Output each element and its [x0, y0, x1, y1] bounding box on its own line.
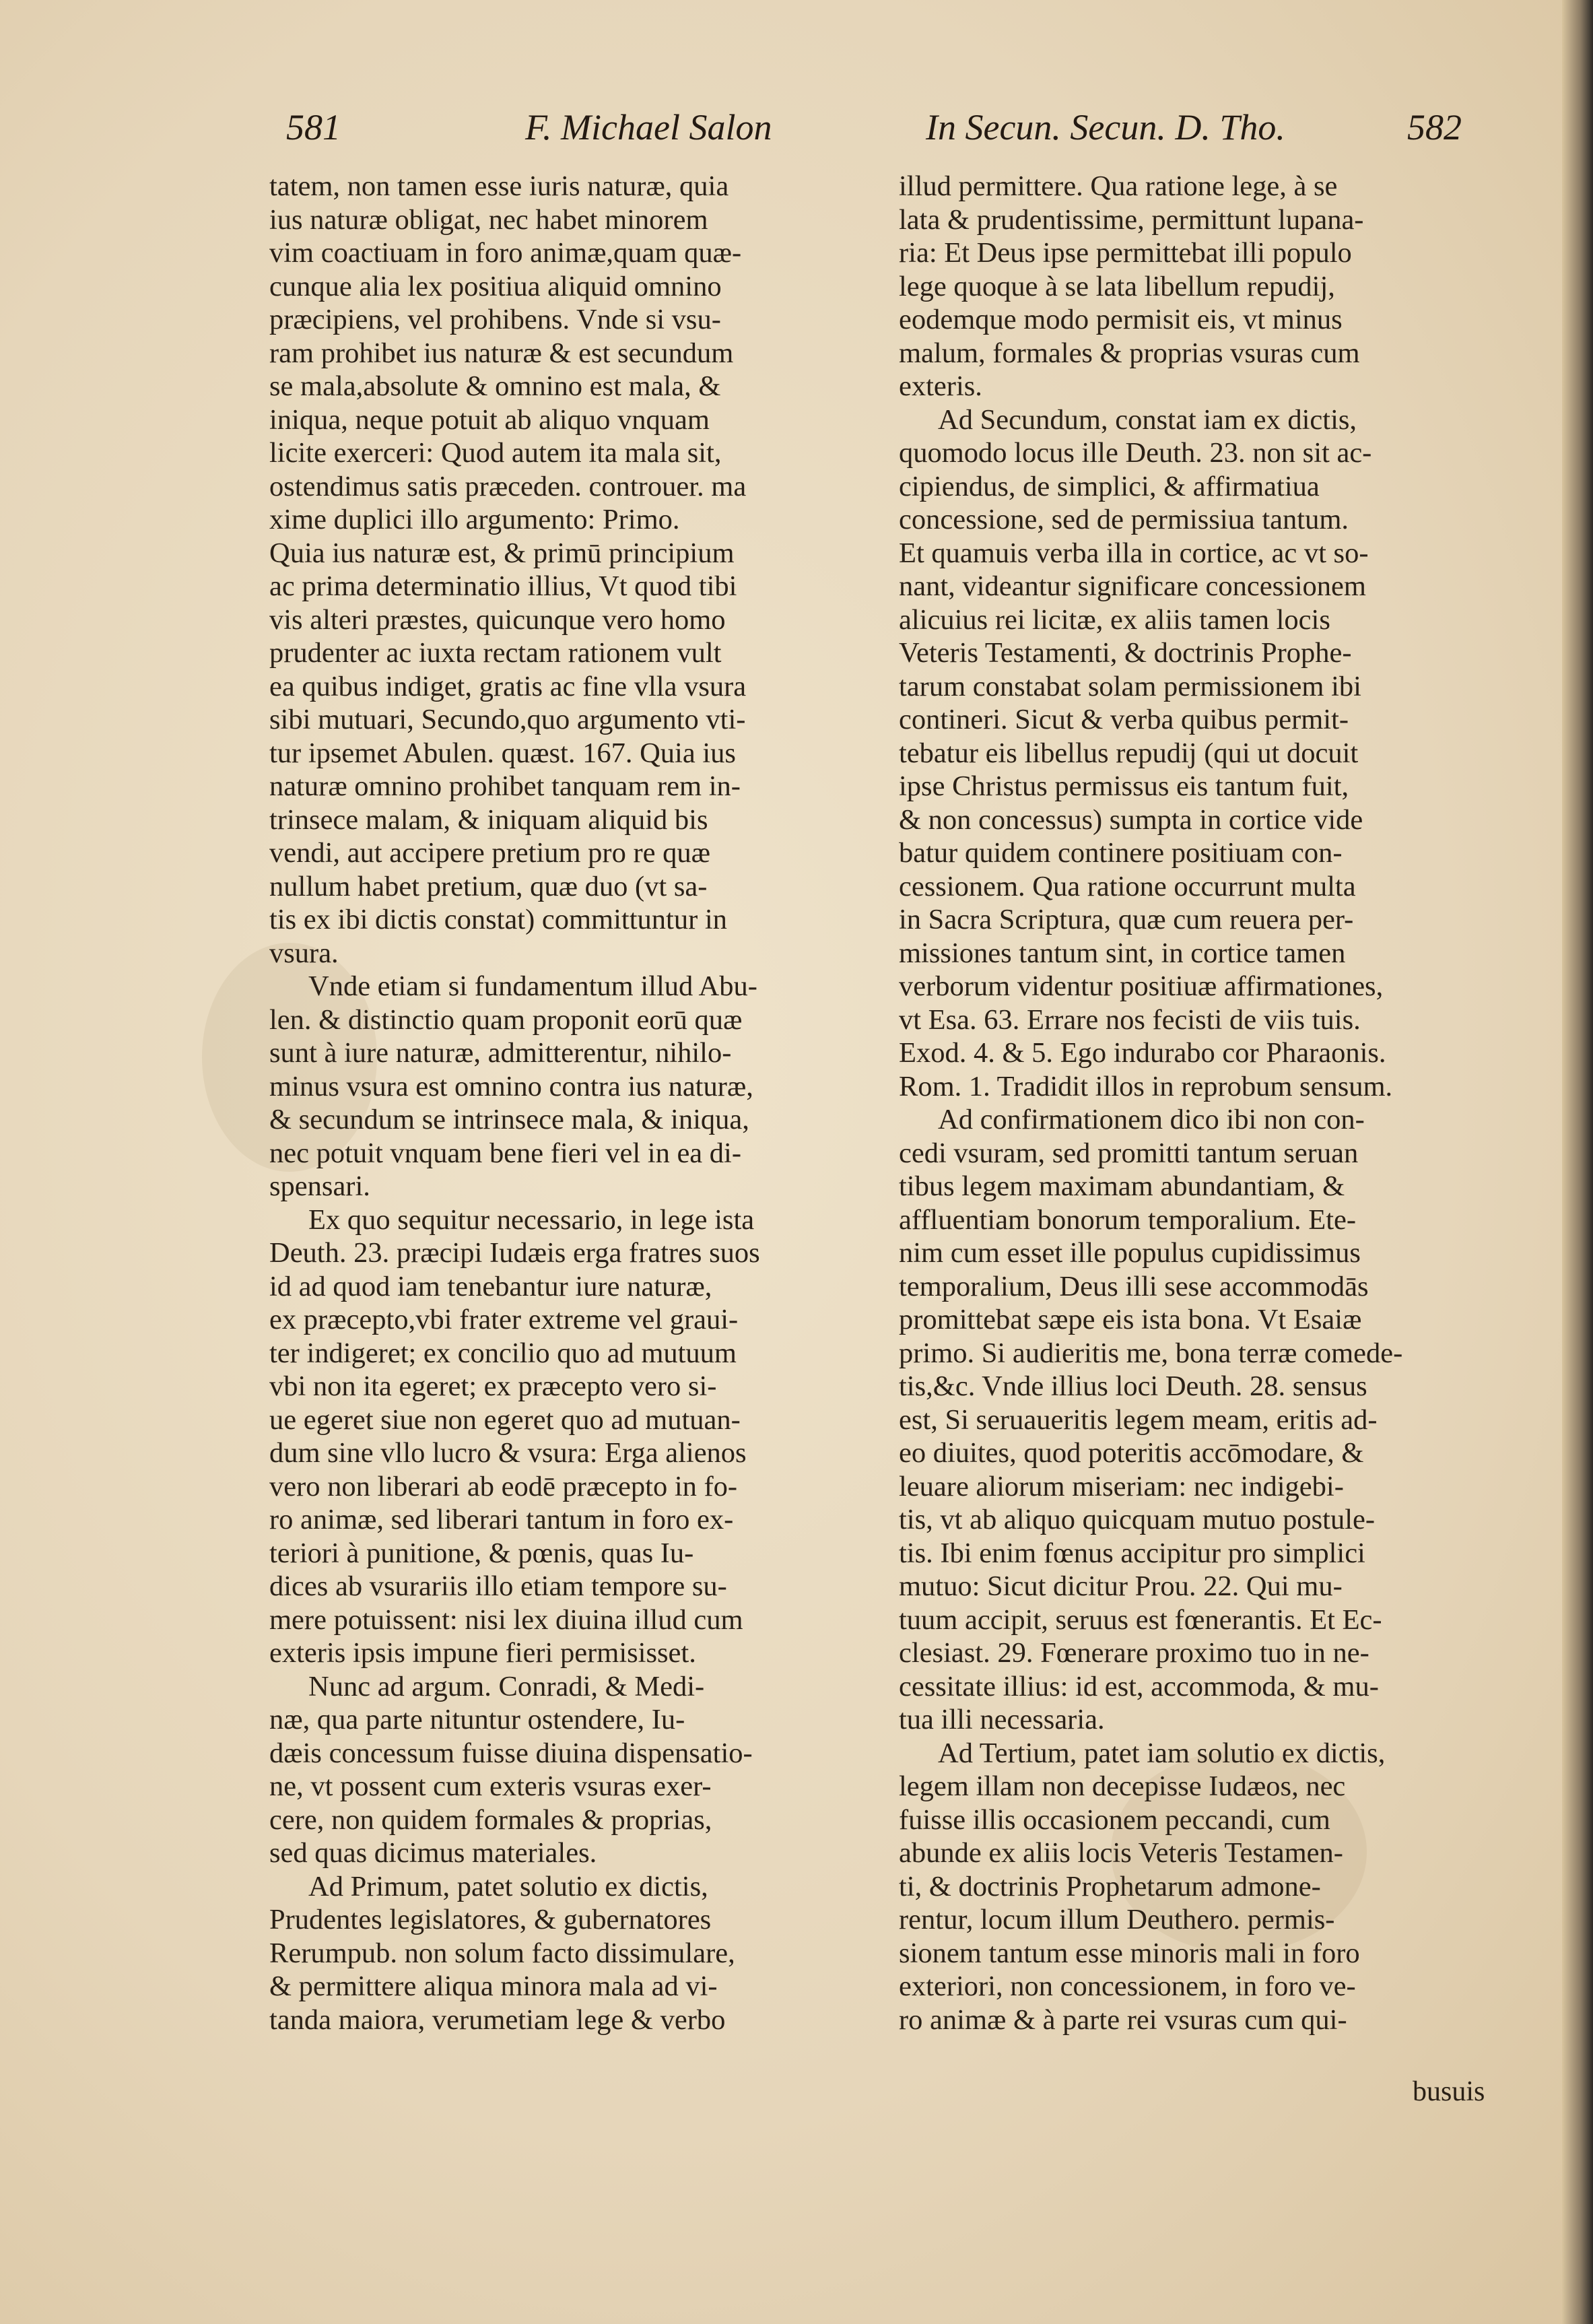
- text-line: tua illi necessaria.: [899, 1704, 1105, 1735]
- text-line: tis, vt ab aliquo quicquam mutuo postule-: [899, 1504, 1376, 1535]
- text-line: len. & distinctio quam proponit eorū quæ: [269, 1003, 743, 1036]
- right-running-head: In Secun. Secun. D. Tho.: [926, 107, 1285, 147]
- text-line: Et quamuis verba illa in cortice, ac vt so-: [899, 537, 1369, 569]
- text-line: ro animæ, sed liberari tantum in foro ex-: [269, 1504, 734, 1535]
- text-line: ea quibus indiget, gratis ac fine vlla vsura: [269, 670, 747, 702]
- text-line: ti, & doctrinis Prophetarum admone-: [899, 1870, 1321, 1902]
- text-line: Prudentes legislatores, & gubernatores: [269, 1904, 712, 1935]
- text-line: temporalium, Deus illi sese accommodās: [899, 1270, 1369, 1302]
- text-line: tarum constabat solam permissionem ibi: [899, 670, 1361, 702]
- text-line: cessitate illius: id est, accommoda, & mu-: [899, 1670, 1379, 1702]
- text-line: ue egeret siue non egeret quo ad mutuan-: [269, 1403, 741, 1436]
- text-line: tatem, non tamen esse iuris naturæ, quia: [269, 170, 729, 202]
- text-line: trinsece malam, & iniquam aliquid bis: [269, 803, 708, 836]
- text-line: mere potuissent: nisi lex diuina illud cum: [269, 1603, 743, 1636]
- text-line: ria: Et Deus ipse permittebat illi populo: [899, 237, 1352, 269]
- text-line: abunde ex aliis locis Veteris Testamen-: [899, 1837, 1343, 1869]
- text-line: Nunc ad argum. Conradi, & Medi-: [308, 1670, 705, 1702]
- text-line: lege quoque à se lata libellum repudij,: [899, 270, 1335, 302]
- text-line: ne, vt possent cum exteris vsuras exer-: [269, 1770, 712, 1802]
- text-line: vim coactiuam in foro animæ,quam quæ-: [269, 237, 742, 269]
- text-line: Vnde etiam si fundamentum illud Abu-: [308, 970, 757, 1002]
- text-line: & non concessus) sumpta in cortice vide: [899, 803, 1363, 836]
- text-line: dum sine vllo lucro & vsura: Erga alienos: [269, 1437, 747, 1469]
- text-line: Ad confirmationem dico ibi non con-: [938, 1104, 1365, 1135]
- text-line: Quia ius naturæ est, & primū principium: [269, 537, 735, 569]
- text-line: legem illam non decepisse Iudæos, nec: [899, 1770, 1346, 1802]
- text-line: naturæ omnino prohibet tanquam rem in-: [269, 770, 741, 802]
- text-line: prudenter ac iuxta rectam rationem vult: [269, 637, 722, 669]
- text-line: exteris ipsis impune fieri permisisset.: [269, 1637, 696, 1669]
- text-line: est, Si seruaueritis legem meam, eritis ad-: [899, 1403, 1378, 1436]
- text-line: lata & prudentissime, permittunt lupana-: [899, 203, 1364, 236]
- page-edge-shadow: [1562, 0, 1593, 2324]
- text-line: id ad quod iam tenebantur iure naturæ,: [269, 1270, 712, 1302]
- text-line: verborum videntur positiuæ affirmationes,: [899, 970, 1384, 1002]
- text-line: tis ex ibi dictis constat) committuntur in: [269, 904, 727, 935]
- text-line: cere, non quidem formales & proprias,: [269, 1803, 712, 1836]
- text-line: tanda maiora, verumetiam lege & verbo: [269, 2003, 726, 2036]
- text-line: vt Esa. 63. Errare nos fecisti de viis tuis.: [899, 1003, 1361, 1036]
- text-line: cipiendus, de simplici, & affirmatiua: [899, 470, 1320, 502]
- text-line: rentur, locum illum Deuthero. permis-: [899, 1904, 1335, 1935]
- text-line: ro animæ & à parte rei vsuras cum qui-: [899, 2003, 1347, 2036]
- text-line: alicuius rei licitæ, ex aliis tamen locis: [899, 603, 1330, 636]
- text-line: ex præcepto,vbi frater extreme vel graui-: [269, 1304, 739, 1335]
- text-line: spensari.: [269, 1170, 370, 1202]
- text-line: Exod. 4. & 5. Ego indurabo cor Pharaonis.: [899, 1037, 1386, 1069]
- text-line: sed quas dicimus materiales.: [269, 1837, 597, 1869]
- text-line: tuum accipit, seruus est fœnerantis. Et Ec-: [899, 1603, 1382, 1636]
- text-line: næ, qua parte nituntur ostendere, Iu-: [269, 1704, 685, 1735]
- text-line: Ad Primum, patet solutio ex dictis,: [308, 1870, 708, 1902]
- text-line: ter indigeret; ex concilio quo ad mutuum: [269, 1337, 737, 1369]
- text-line: Ad Tertium, patet iam solutio ex dictis,: [938, 1737, 1386, 1769]
- text-line: Rerumpub. non solum facto dissimulare,: [269, 1937, 735, 1969]
- text-line: quomodo locus ille Deuth. 23. non sit ac-: [899, 437, 1372, 469]
- text-line: licite exerceri: Quod autem ita mala sit,: [269, 437, 722, 469]
- text-line: primo. Si audieritis me, bona terræ comede-: [899, 1337, 1403, 1369]
- catchword: busuis: [1413, 2076, 1485, 2107]
- text-line: mutuo: Sicut dicitur Prou. 22. Qui mu-: [899, 1570, 1343, 1602]
- text-line: xime duplici illo argumento: Primo.: [269, 504, 680, 535]
- text-line: tebatur eis libellus repudij (qui ut docuit: [899, 737, 1359, 769]
- text-line: cedi vsuram, sed promitti tantum seruan: [899, 1137, 1359, 1169]
- text-line: dæis concessum fuisse diuina dispensatio-: [269, 1737, 753, 1769]
- text-line: leuare aliorum miseriam: nec indigebi-: [899, 1470, 1344, 1502]
- left-running-head: F. Michael Salon: [525, 107, 772, 147]
- text-line: sionem tantum esse minoris mali in foro: [899, 1937, 1360, 1969]
- text-line: dices ab vsurariis illo etiam tempore su-: [269, 1570, 727, 1602]
- text-line: & secundum se intrinsece mala, & iniqua,: [269, 1104, 749, 1135]
- text-line: sunt à iure naturæ, admitterentur, nihilo-: [269, 1037, 732, 1069]
- text-line: iniqua, neque potuit ab aliquo vnquam: [269, 403, 710, 436]
- text-line: batur quidem continere positiuam con-: [899, 837, 1343, 869]
- left-text-column: [269, 170, 855, 2036]
- text-line: affluentiam bonorum temporalium. Ete-: [899, 1203, 1357, 1236]
- text-line: ipse Christus permissus eis tantum fuit,: [899, 770, 1349, 802]
- text-line: Ex quo sequitur necessario, in lege ista: [308, 1203, 755, 1236]
- text-line: cessionem. Qua ratione occurrunt multa: [899, 870, 1356, 902]
- text-line: malum, formales & proprias vsuras cum: [899, 337, 1360, 369]
- text-line: eodemque modo permisit eis, vt minus: [899, 304, 1343, 335]
- text-line: illud permittere. Qua ratione lege, à se: [899, 170, 1338, 202]
- text-line: clesiast. 29. Fœnerare proximo tuo in ne-: [899, 1637, 1369, 1669]
- right-text-column: [899, 170, 1478, 2036]
- right-page-number: 582: [1407, 107, 1462, 147]
- text-line: exteris.: [899, 370, 982, 402]
- text-line: vbi non ita egeret; ex præcepto vero si-: [269, 1370, 717, 1402]
- text-line: tis. Ibi enim fœnus accipitur pro simplici: [899, 1537, 1365, 1569]
- text-line: nim cum esset ille populus cupidissimus: [899, 1237, 1361, 1269]
- text-line: tibus legem maximam abundantiam, &: [899, 1170, 1345, 1202]
- text-line: tis,&c. Vnde illius loci Deuth. 28. sensus: [899, 1370, 1367, 1402]
- text-line: & permittere aliqua minora mala ad vi-: [269, 1970, 718, 2002]
- text-line: præcipiens, vel prohibens. Vnde si vsu-: [269, 304, 721, 335]
- text-line: ostendimus satis præceden. controuer. ma: [269, 470, 747, 502]
- text-line: nant, videantur significare concessionem: [899, 570, 1366, 602]
- text-line: vsura.: [269, 937, 339, 969]
- text-line: fuisse illis occasionem peccandi, cum: [899, 1803, 1330, 1836]
- text-line: exteriori, non concessionem, in foro ve-: [899, 1970, 1356, 2002]
- text-line: Deuth. 23. præcipi Iudæis erga fratres suos: [269, 1237, 760, 1269]
- text-line: promittebat sæpe eis ista bona. Vt Esaiæ: [899, 1304, 1362, 1335]
- text-line: Rom. 1. Tradidit illos in reprobum sensum.: [899, 1070, 1393, 1102]
- text-line: Ad Secundum, constat iam ex dictis,: [938, 403, 1357, 436]
- left-page-number: 581: [286, 107, 341, 147]
- text-line: nullum habet pretium, quæ duo (vt sa-: [269, 870, 708, 902]
- text-line: Veteris Testamenti, & doctrinis Prophe-: [899, 637, 1352, 669]
- text-line: missiones tantum sint, in cortice tamen: [899, 937, 1346, 969]
- text-line: teriori à punitione, & pœnis, quas Iu-: [269, 1537, 694, 1569]
- text-line: tur ipsemet Abulen. quæst. 167. Quia ius: [269, 737, 736, 769]
- text-line: concessione, sed de permissiua tantum.: [899, 504, 1349, 535]
- text-line: eo diuites, quod poteritis accōmodare, &: [899, 1437, 1364, 1469]
- text-line: sibi mutuari, Secundo,quo argumento vti-: [269, 704, 746, 735]
- text-line: vis alteri præstes, quicunque vero homo: [269, 603, 726, 636]
- text-line: in Sacra Scriptura, quæ cum reuera per-: [899, 904, 1354, 935]
- text-line: contineri. Sicut & verba quibus permit-: [899, 704, 1349, 735]
- text-line: ius naturæ obligat, nec habet minorem: [269, 203, 708, 236]
- text-line: nec potuit vnquam bene fieri vel in ea di-: [269, 1137, 742, 1169]
- text-line: ram prohibet ius naturæ & est secundum: [269, 337, 734, 369]
- text-line: vendi, aut accipere pretium pro re quæ: [269, 837, 710, 869]
- text-line: se mala,absolute & omnino est mala, &: [269, 370, 721, 402]
- text-line: cunque alia lex positiua aliquid omnino: [269, 270, 722, 302]
- text-line: vero non liberari ab eodē præcepto in fo-: [269, 1470, 738, 1502]
- text-line: minus vsura est omnino contra ius naturæ,: [269, 1070, 753, 1102]
- running-header: [0, 101, 1593, 162]
- text-line: ac prima determinatio illius, Vt quod tibi: [269, 570, 737, 602]
